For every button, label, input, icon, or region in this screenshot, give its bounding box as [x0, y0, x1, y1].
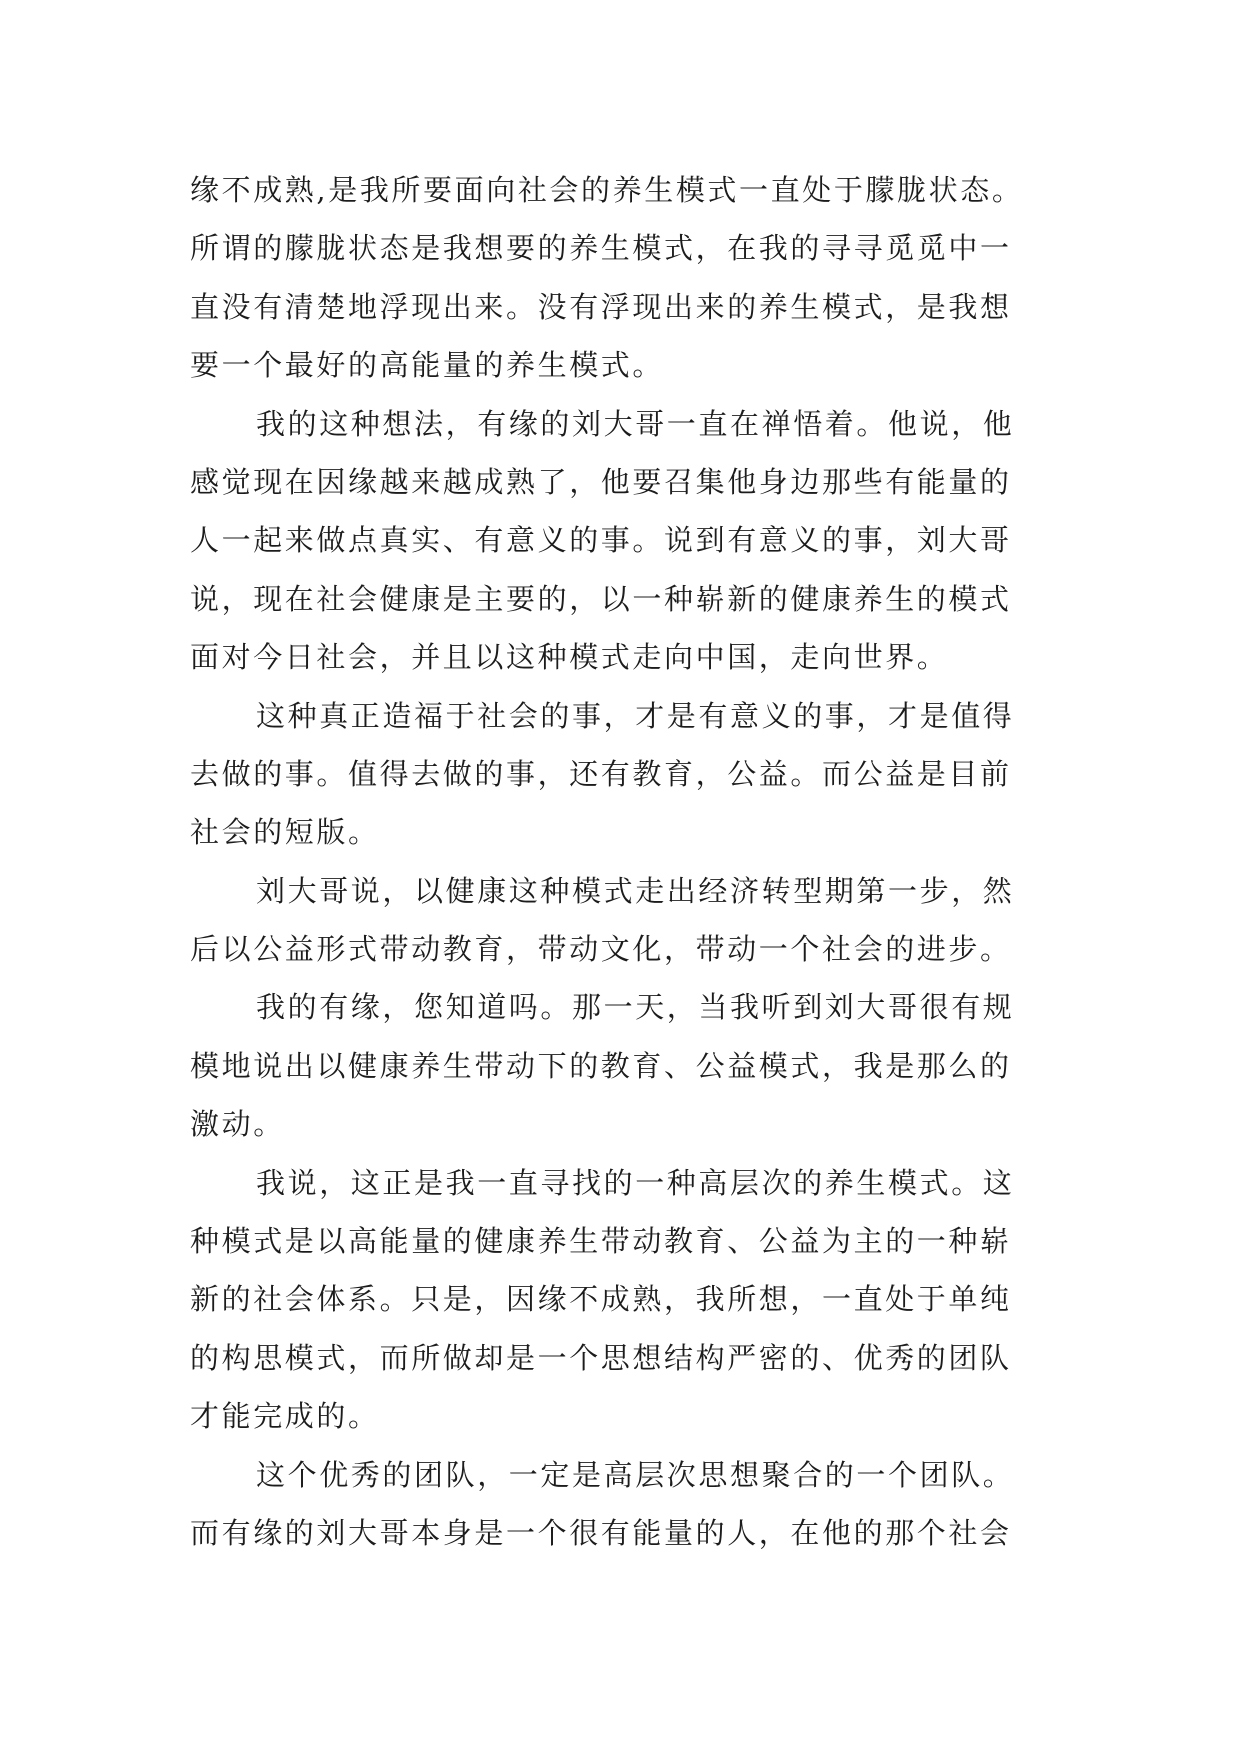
text-line: 说，现在社会健康是主要的，以一种崭新的健康养生的模式	[190, 581, 1012, 616]
text-line: 感觉现在因缘越来越成熟了，他要召集他身边那些有能量的	[190, 464, 1012, 499]
text-line: 去做的事。值得去做的事，还有教育，公益。而公益是目前	[190, 756, 1012, 791]
text-line: 我的这种想法，有缘的刘大哥一直在禅悟着。他说，他	[256, 406, 1015, 441]
body-text	[190, 161, 1090, 1562]
text-line: 人一起来做点真实、有意义的事。说到有意义的事，刘大哥	[190, 523, 1012, 558]
text-line: 的构思模式，而所做却是一个思想结构严密的、优秀的团队	[190, 1340, 1012, 1375]
text-line: 我的有缘，您知道吗。那一天，当我听到刘大哥很有规	[256, 990, 1015, 1025]
text-line: 这种真正造福于社会的事，才是有意义的事，才是值得	[256, 698, 1015, 733]
text-line: 直没有清楚地浮现出来。没有浮现出来的养生模式，是我想	[190, 289, 1012, 324]
text-line: 社会的短版。	[190, 815, 380, 850]
text-line: 这个优秀的团队，一定是高层次思想聚合的一个团队。	[256, 1457, 1015, 1492]
text-line: 缘不成熟,是我所要面向社会的养生模式一直处于朦胧状态。	[190, 173, 1024, 207]
text-line: 面对今日社会，并且以这种模式走向中国，走向世界。	[190, 640, 949, 675]
text-line: 激动。	[190, 1107, 285, 1142]
text-line: 后以公益形式带动教育，带动文化，带动一个社会的进步。	[190, 932, 1012, 967]
text-line: 种模式是以高能量的健康养生带动教育、公益为主的一种崭	[190, 1224, 1012, 1259]
text-line: 我说，这正是我一直寻找的一种高层次的养生模式。这	[256, 1165, 1015, 1200]
text-line: 刘大哥说，以健康这种模式走出经济转型期第一步，然	[256, 873, 1015, 908]
text-line: 而有缘的刘大哥本身是一个很有能量的人，在他的那个社会	[190, 1515, 1012, 1550]
text-line: 才能完成的。	[190, 1399, 380, 1434]
text-line: 所谓的朦胧状态是我想要的养生模式，在我的寻寻觅觅中一	[190, 231, 1012, 266]
text-line: 新的社会体系。只是，因缘不成熟，我所想，一直处于单纯	[190, 1282, 1012, 1317]
text-line: 模地说出以健康养生带动下的教育、公益模式，我是那么的	[190, 1048, 1012, 1083]
text-line: 要一个最好的高能量的养生模式。	[190, 348, 665, 383]
